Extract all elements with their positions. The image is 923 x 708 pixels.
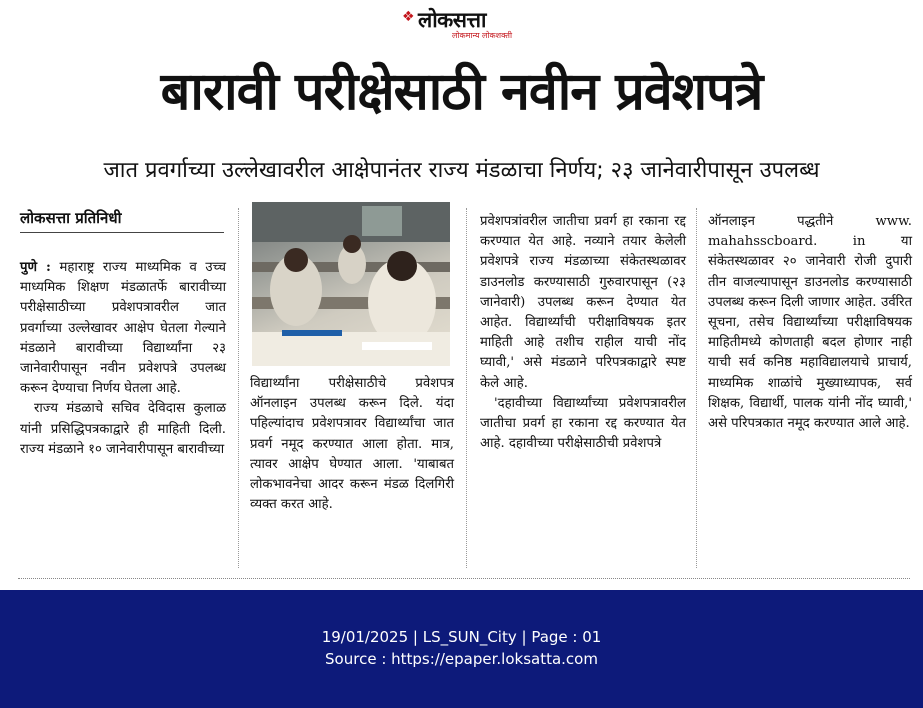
masthead-name: लोकसत्ता <box>418 8 486 32</box>
column-2-paragraph-1: विद्यार्थ्यांना परीक्षेसाठीचे प्रवेशपत्र ऑनलाइन उपलब्ध करून दिले. यंदा पहिल्यांदाच प्रवेशपत्रावर विद्यार्थ्यांचा जात प्रवर्ग नमूद करण्यात आला होता. मात्र, त्यावर आक्षेप घेण्यात आला. 'याबाबत लोकभावनेचा आदर करून मंडळ दिलगिरी व्यक्त करत आहे. <box>250 376 454 513</box>
article-column-1 <box>20 258 226 460</box>
photo-illustration <box>252 202 450 366</box>
footer-edition-info: 19/01/2025 | LS_SUN_City | Page : 01 <box>321 628 602 646</box>
column-3-paragraph-1: प्रवेशपत्रांवरील जातीचा प्रवर्ग हा रकाना रद्द करण्यात येत आहे. नव्याने तयार केलेली प्रवेशपत्रे राज्य मंडळाच्या संकेतस्थळावर डाउनलोड करण्यासाठी गुरुवारपासून (२३ जानेवारी) उपलब्ध करून देण्यात येत आहेत. विद्यार्थ्यांची परीक्षाविषयक इतर माहिती आहे तशीच राहील याची नोंद घ्यावी,' असे मंडळाने परिपत्रकाद्वारे स्पष्ट केले आहे. <box>480 214 686 391</box>
students-exam-photo <box>252 202 450 366</box>
article-headline: बारावी परीक्षेसाठी नवीन प्रवेशपत्रे <box>160 62 763 122</box>
column-1-text-1: महाराष्ट्र राज्य माध्यमिक व उच्च माध्यमिक शिक्षण मंडळातर्फे बारावीच्या परीक्षेसाठीच्या प्रवेशपत्रावरील जात प्रवर्गाच्या उल्लेखावर आक्षेप घेतला गेल्याने मंडळाने बारावीच्या विद्यार्थ्यांना २३ जानेवारीपासून नवीन प्रवेशपत्रे उपलब्ध करून देण्याचा निर्णय घेतला आहे. <box>20 260 226 397</box>
article-column-4 <box>708 212 912 434</box>
article-subheadline: जात प्रवर्गाच्या उल्लेखावरील आक्षेपानंतर राज्य मंडळाचा निर्णय; २३ जानेवारीपासून उपलब्ध <box>103 158 820 183</box>
article-column-3 <box>480 212 686 454</box>
footer-source-link[interactable]: Source : https://epaper.loksatta.com <box>325 650 598 668</box>
column-3-paragraph-2: 'दहावीच्या विद्यार्थ्यांच्या प्रवेशपत्रावरील जातीचा प्रवर्ग हा रकाना रद्द करण्यात येत आहे. दहावीच्या परीक्षेसाठीची प्रवेशपत्रे <box>480 395 686 452</box>
article-byline: लोकसत्ता प्रतिनिधी <box>20 208 224 233</box>
column-divider <box>696 208 697 568</box>
column-divider <box>238 208 239 568</box>
article-column-2 <box>250 374 454 515</box>
dateline: पुणे : <box>20 260 51 275</box>
page-bottom-rule <box>18 578 910 579</box>
column-divider <box>466 208 467 568</box>
logo-flame-icon: ❖ <box>402 9 415 25</box>
column-1-paragraph-2: राज्य मंडळाचे सचिव देविदास कुलाळ यांनी प्रसिद्धिपत्रकाद्वारे ही माहिती दिली. राज्य मंडळाने १० जानेवारीपासून बारावीच्या <box>20 401 226 457</box>
masthead-tagline: लोकमान्य लोकशक्ती <box>452 31 513 40</box>
column-4-paragraph-1: ऑनलाइन पद्धतीने www. mahahsscboard. in या संकेतस्थळावर २० जानेवारी रोजी दुपारी तीन वाजल्यापासून डाउनलोड करण्यासाठी उपलब्ध करून दिली जाणार आहेत. उर्वरित सूचना, तसेच विद्यार्थ्यांच्या परीक्षाविषयक माहितीमध्ये कोणताही बदल होणार नाही याची सर्व कनिष्ठ महाविद्यालयाचे प्राचार्य, माध्यमिक शाळांचे मुख्याध्यापक, सर्व शिक्षक, विद्यार्थी, पालक यांनी नोंद घ्यावी,' असे परिपत्रकात नमूद करण्यात आले आहे. <box>708 214 912 432</box>
column-1-paragraph-1 <box>20 258 226 399</box>
epaper-footer <box>0 590 923 708</box>
masthead-logo <box>396 6 528 40</box>
